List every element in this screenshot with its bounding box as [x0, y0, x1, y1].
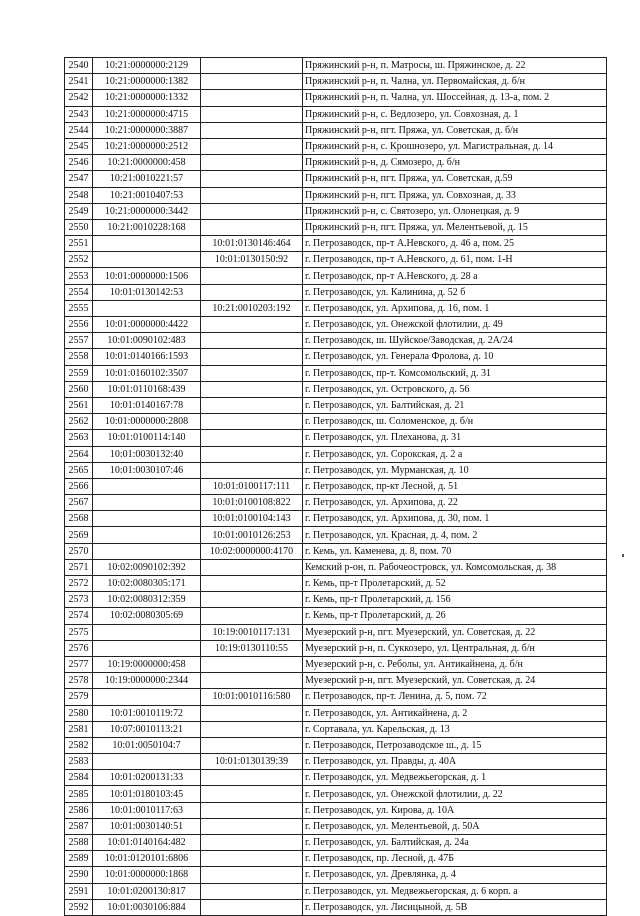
row-number-cell: 2592 — [65, 899, 93, 915]
address-cell: г. Петрозаводск, ул. Архипова, д. 16, пом. 1 — [303, 300, 607, 316]
address-cell: г. Кемь, пр-т Пролетарский, д. 52 — [303, 576, 607, 592]
cadastral-number-cell: 10:01:0140167:78 — [93, 397, 201, 413]
row-number-cell: 2553 — [65, 268, 93, 284]
cadastral-number-alt-cell — [201, 802, 303, 818]
row-number-cell: 2542 — [65, 90, 93, 106]
row-number-cell: 2579 — [65, 689, 93, 705]
cadastral-number-alt-cell — [201, 462, 303, 478]
cadastral-number-alt-cell — [201, 365, 303, 381]
table-row — [65, 511, 607, 527]
address-cell: Муезерский р-н, пгт. Муезерский, ул. Советская, д. 24 — [303, 673, 607, 689]
row-number-cell: 2551 — [65, 236, 93, 252]
row-number-cell: 2585 — [65, 786, 93, 802]
address-cell: Пряжинский р-н, пгт. Пряжа, ул. Совхозная, д. 33 — [303, 187, 607, 203]
table-row — [65, 317, 607, 333]
row-number-cell: 2573 — [65, 592, 93, 608]
table-row — [65, 106, 607, 122]
address-cell: Пряжинский р-н, п. Матросы, ш. Пряжинское, д. 22 — [303, 58, 607, 74]
cadastral-number-alt-cell — [201, 381, 303, 397]
table-row — [65, 333, 607, 349]
table-row — [65, 236, 607, 252]
cadastral-number-alt-cell — [201, 883, 303, 899]
cadastral-number-alt-cell: 10:21:0010203:192 — [201, 300, 303, 316]
address-cell: г. Петрозаводск, ул. Балтийская, д. 24а — [303, 835, 607, 851]
table-row — [65, 462, 607, 478]
address-cell: Кемский р-он, п. Рабочеостровск, ул. Комсомольская, д. 38 — [303, 559, 607, 575]
table-row — [65, 770, 607, 786]
row-number-cell: 2565 — [65, 462, 93, 478]
cadastral-number-cell: 10:21:0000000:2512 — [93, 138, 201, 154]
address-cell: Пряжинский р-н, пгт. Пряжа, ул. Мелентьевой, д. 15 — [303, 219, 607, 235]
cadastral-number-alt-cell — [201, 219, 303, 235]
row-number-cell: 2541 — [65, 74, 93, 90]
address-cell: г. Петрозаводск, пр-т. Комсомольский, д. 31 — [303, 365, 607, 381]
cadastral-number-cell: 10:21:0000000:2129 — [93, 58, 201, 74]
cadastral-number-cell — [93, 640, 201, 656]
row-number-cell: 2568 — [65, 511, 93, 527]
cadastral-number-cell — [93, 300, 201, 316]
table-row — [65, 851, 607, 867]
table-row — [65, 187, 607, 203]
cadastral-number-cell: 10:01:0140166:1593 — [93, 349, 201, 365]
row-number-cell: 2556 — [65, 317, 93, 333]
cadastral-number-alt-cell — [201, 268, 303, 284]
cadastral-number-cell: 10:21:0000000:3887 — [93, 122, 201, 138]
cadastral-number-alt-cell — [201, 608, 303, 624]
row-number-cell: 2564 — [65, 446, 93, 462]
address-cell: г. Петрозаводск, ул. Кирова, д. 10А — [303, 802, 607, 818]
cadastral-number-cell — [93, 689, 201, 705]
cadastral-number-cell: 10:21:0010221:57 — [93, 171, 201, 187]
table-row — [65, 559, 607, 575]
cadastral-number-cell: 10:01:0130142:53 — [93, 284, 201, 300]
cadastral-number-alt-cell — [201, 446, 303, 462]
row-number-cell: 2590 — [65, 867, 93, 883]
cadastral-number-alt-cell — [201, 58, 303, 74]
cadastral-number-alt-cell — [201, 171, 303, 187]
row-number-cell: 2554 — [65, 284, 93, 300]
row-number-cell: 2572 — [65, 576, 93, 592]
cadastral-number-cell: 10:01:0110168:439 — [93, 381, 201, 397]
address-cell: г. Петрозаводск, ул. Генерала Фролова, д. 10 — [303, 349, 607, 365]
cadastral-number-alt-cell — [201, 786, 303, 802]
table-row — [65, 122, 607, 138]
cadastral-number-cell: 10:21:0010407:53 — [93, 187, 201, 203]
table-row — [65, 543, 607, 559]
cadastral-number-cell — [93, 252, 201, 268]
cadastral-number-cell — [93, 511, 201, 527]
row-number-cell: 2559 — [65, 365, 93, 381]
cadastral-number-cell: 10:01:0050104:7 — [93, 737, 201, 753]
cadastral-number-alt-cell — [201, 737, 303, 753]
row-number-cell: 2591 — [65, 883, 93, 899]
table-row — [65, 527, 607, 543]
table-row — [65, 90, 607, 106]
cadastral-number-alt-cell — [201, 90, 303, 106]
cadastral-number-cell: 10:02:0080305:171 — [93, 576, 201, 592]
address-cell: г. Кемь, ул. Каменева, д. 8, пом. 70 — [303, 543, 607, 559]
table-row — [65, 365, 607, 381]
table-row — [65, 608, 607, 624]
table-row — [65, 640, 607, 656]
cadastral-number-alt-cell — [201, 705, 303, 721]
cadastral-number-alt-cell: 10:19:0130110:55 — [201, 640, 303, 656]
table-row — [65, 673, 607, 689]
cadastral-number-alt-cell — [201, 818, 303, 834]
address-cell: Пряжинский р-н, с. Ведлозеро, ул. Совхозная, д. 1 — [303, 106, 607, 122]
address-cell: г. Петрозаводск, ул. Онежской флотилии, д. 49 — [303, 317, 607, 333]
cadastral-number-cell: 10:01:0000000:1868 — [93, 867, 201, 883]
address-cell: г. Петрозаводск, пр-т А.Невского, д. 28 а — [303, 268, 607, 284]
table-row — [65, 737, 607, 753]
row-number-cell: 2586 — [65, 802, 93, 818]
address-cell: г. Петрозаводск, пр-т А.Невского, д. 61, пом. 1-Н — [303, 252, 607, 268]
table-row — [65, 495, 607, 511]
cadastral-number-cell: 10:01:0090102:483 — [93, 333, 201, 349]
address-cell: Пряжинский р-н, д. Сямозеро, д. б/н — [303, 155, 607, 171]
table-row — [65, 397, 607, 413]
table-row — [65, 252, 607, 268]
cadastral-number-cell: 10:01:0160102:3507 — [93, 365, 201, 381]
row-number-cell: 2558 — [65, 349, 93, 365]
table-row — [65, 155, 607, 171]
cadastral-number-alt-cell — [201, 349, 303, 365]
cadastral-number-alt-cell — [201, 414, 303, 430]
table-row — [65, 835, 607, 851]
cadastral-number-alt-cell — [201, 592, 303, 608]
cadastral-number-alt-cell — [201, 559, 303, 575]
cadastral-number-cell — [93, 754, 201, 770]
table-row — [65, 656, 607, 672]
table-row — [65, 754, 607, 770]
cadastral-number-cell: 10:01:0010119:72 — [93, 705, 201, 721]
cadastral-number-alt-cell — [201, 867, 303, 883]
address-cell: г. Петрозаводск, ул. Медвежьегорская, д. 1 — [303, 770, 607, 786]
cadastral-number-cell: 10:02:0090102:392 — [93, 559, 201, 575]
row-number-cell: 2571 — [65, 559, 93, 575]
cadastral-number-cell: 10:19:0000000:2344 — [93, 673, 201, 689]
table-row — [65, 74, 607, 90]
cadastral-number-cell: 10:02:0080305:69 — [93, 608, 201, 624]
row-number-cell: 2552 — [65, 252, 93, 268]
row-number-cell: 2569 — [65, 527, 93, 543]
address-cell: г. Петрозаводск, ш. Соломенское, д. б/н — [303, 414, 607, 430]
cadastral-number-alt-cell: 10:01:0010116:580 — [201, 689, 303, 705]
table-row — [65, 786, 607, 802]
address-cell: г. Петрозаводск, ул. Правды, д. 40А — [303, 754, 607, 770]
cadastral-number-cell: 10:01:0030106:884 — [93, 899, 201, 915]
cadastral-number-cell: 10:01:0120101:6806 — [93, 851, 201, 867]
cadastral-number-alt-cell: 10:01:0130139:39 — [201, 754, 303, 770]
table-row — [65, 624, 607, 640]
table-row — [65, 138, 607, 154]
cadastral-number-alt-cell — [201, 673, 303, 689]
address-cell: г. Кемь, пр-т Пролетарский, д. 26 — [303, 608, 607, 624]
register-rows — [65, 58, 607, 916]
row-number-cell: 2578 — [65, 673, 93, 689]
cadastral-number-cell: 10:01:0200131:33 — [93, 770, 201, 786]
address-cell: г. Петрозаводск, ул. Архипова, д. 30, пом. 1 — [303, 511, 607, 527]
address-cell: г. Петрозаводск, ул. Архипова, д. 22 — [303, 495, 607, 511]
row-number-cell: 2560 — [65, 381, 93, 397]
row-number-cell: 2544 — [65, 122, 93, 138]
table-row — [65, 867, 607, 883]
table-row — [65, 883, 607, 899]
address-cell: Пряжинский р-н, пгт. Пряжа, ул. Советская, д.59 — [303, 171, 607, 187]
row-number-cell: 2581 — [65, 721, 93, 737]
cadastral-number-alt-cell — [201, 317, 303, 333]
row-number-cell: 2577 — [65, 656, 93, 672]
row-number-cell: 2589 — [65, 851, 93, 867]
cadastral-number-alt-cell: 10:01:0010126:253 — [201, 527, 303, 543]
table-row — [65, 576, 607, 592]
table-row — [65, 349, 607, 365]
table-row — [65, 899, 607, 915]
table-row — [65, 414, 607, 430]
row-number-cell: 2587 — [65, 818, 93, 834]
cadastral-number-cell: 10:07:0010113:21 — [93, 721, 201, 737]
address-cell: г. Петрозаводск, ул. Лисицыной, д. 5В — [303, 899, 607, 915]
row-number-cell: 2575 — [65, 624, 93, 640]
row-number-cell: 2543 — [65, 106, 93, 122]
address-cell: г. Петрозаводск, ул. Сорокская, д. 2 а — [303, 446, 607, 462]
cadastral-number-alt-cell — [201, 187, 303, 203]
cadastral-number-alt-cell — [201, 430, 303, 446]
address-cell: г. Петрозаводск, ул. Медвежьегорская, д. 6 корп. а — [303, 883, 607, 899]
table-row — [65, 381, 607, 397]
cadastral-number-cell — [93, 527, 201, 543]
address-cell: г. Петрозаводск, пр-т А.Невского, д. 46 а, пом. 25 — [303, 236, 607, 252]
cadastral-number-cell: 10:01:0030107:46 — [93, 462, 201, 478]
scan-mark — [622, 554, 624, 557]
row-number-cell: 2570 — [65, 543, 93, 559]
table-row — [65, 430, 607, 446]
cadastral-number-alt-cell: 10:01:0100117:111 — [201, 478, 303, 494]
address-cell: г. Петрозаводск, Петрозаводское ш., д. 15 — [303, 737, 607, 753]
address-cell: г. Петрозаводск, ул. Балтийская, д. 21 — [303, 397, 607, 413]
cadastral-number-alt-cell: 10:01:0130150:92 — [201, 252, 303, 268]
row-number-cell: 2574 — [65, 608, 93, 624]
address-cell: Муезерский р-н, п. Суккозеро, ул. Центральная, д. б/н — [303, 640, 607, 656]
address-cell: Пряжинский р-н, пгт. Пряжа, ул. Советская, д. б/н — [303, 122, 607, 138]
table-row — [65, 478, 607, 494]
address-cell: г. Петрозаводск, пр. Лесной, д. 47Б — [303, 851, 607, 867]
cadastral-number-alt-cell — [201, 155, 303, 171]
address-cell: г. Петрозаводск, пр-т. Ленина, д. 5, пом. 72 — [303, 689, 607, 705]
address-cell: г. Петрозаводск, ул. Онежской флотилии, д. 22 — [303, 786, 607, 802]
cadastral-number-cell: 10:01:0180103:45 — [93, 786, 201, 802]
row-number-cell: 2549 — [65, 203, 93, 219]
address-cell: г. Петрозаводск, ш. Шуйское/Заводская, д. 2А/24 — [303, 333, 607, 349]
cadastral-number-alt-cell: 10:01:0100108:822 — [201, 495, 303, 511]
table-row — [65, 300, 607, 316]
address-cell: Муезерский р-н, пгт. Муезерский, ул. Советская, д. 22 — [303, 624, 607, 640]
cadastral-number-cell — [93, 495, 201, 511]
cadastral-number-alt-cell — [201, 333, 303, 349]
address-cell: г. Кемь, пр-т Пролетарский, д. 156 — [303, 592, 607, 608]
cadastral-number-cell: 10:01:0100114:140 — [93, 430, 201, 446]
address-cell: г. Петрозаводск, ул. Мурманская, д. 10 — [303, 462, 607, 478]
address-cell: Пряжинский р-н, п. Чална, ул. Первомайская, д. б/н — [303, 74, 607, 90]
address-cell: г. Сортавала, ул. Карельская, д. 13 — [303, 721, 607, 737]
address-cell: Муезерский р-н, с. Реболы, ул. Антикайнена, д. б/н — [303, 656, 607, 672]
table-row — [65, 705, 607, 721]
row-number-cell: 2567 — [65, 495, 93, 511]
cadastral-number-cell: 10:21:0000000:3442 — [93, 203, 201, 219]
row-number-cell: 2583 — [65, 754, 93, 770]
cadastral-number-cell: 10:01:0030140:51 — [93, 818, 201, 834]
row-number-cell: 2561 — [65, 397, 93, 413]
row-number-cell: 2547 — [65, 171, 93, 187]
cadastral-number-alt-cell — [201, 138, 303, 154]
row-number-cell: 2584 — [65, 770, 93, 786]
cadastral-number-cell: 10:19:0000000:458 — [93, 656, 201, 672]
cadastral-number-alt-cell — [201, 74, 303, 90]
cadastral-number-alt-cell — [201, 899, 303, 915]
table-row — [65, 284, 607, 300]
cadastral-number-cell: 10:01:0000000:4422 — [93, 317, 201, 333]
table-row — [65, 268, 607, 284]
address-cell: г. Петрозаводск, пр-кт Лесной, д. 51 — [303, 478, 607, 494]
cadastral-number-alt-cell — [201, 576, 303, 592]
cadastral-number-alt-cell — [201, 122, 303, 138]
row-number-cell: 2557 — [65, 333, 93, 349]
cadastral-number-cell: 10:01:0000000:2808 — [93, 414, 201, 430]
cadastral-number-cell — [93, 478, 201, 494]
address-cell: Пряжинский р-н, с. Крошнозеро, ул. Магистральная, д. 14 — [303, 138, 607, 154]
row-number-cell: 2582 — [65, 737, 93, 753]
cadastral-number-cell — [93, 236, 201, 252]
row-number-cell: 2563 — [65, 430, 93, 446]
row-number-cell: 2576 — [65, 640, 93, 656]
cadastral-number-alt-cell — [201, 835, 303, 851]
cadastral-number-alt-cell — [201, 721, 303, 737]
cadastral-number-cell: 10:21:0000000:1382 — [93, 74, 201, 90]
cadastral-number-cell: 10:02:0080312:359 — [93, 592, 201, 608]
table-row — [65, 802, 607, 818]
table-row — [65, 818, 607, 834]
table-row — [65, 203, 607, 219]
cadastral-number-alt-cell: 10:01:0130146:464 — [201, 236, 303, 252]
cadastral-number-alt-cell: 10:19:0010117:131 — [201, 624, 303, 640]
cadastral-number-cell: 10:01:0010117:63 — [93, 802, 201, 818]
cadastral-number-cell — [93, 543, 201, 559]
address-cell: Пряжинский р-н, с. Святозеро, ул. Олонецкая, д. 9 — [303, 203, 607, 219]
row-number-cell: 2548 — [65, 187, 93, 203]
cadastral-number-alt-cell — [201, 284, 303, 300]
row-number-cell: 2546 — [65, 155, 93, 171]
cadastral-number-alt-cell — [201, 106, 303, 122]
table-row — [65, 171, 607, 187]
cadastral-number-cell — [93, 624, 201, 640]
cadastral-number-cell: 10:21:0010228:168 — [93, 219, 201, 235]
cadastral-number-cell: 10:01:0200130:817 — [93, 883, 201, 899]
address-cell: г. Петрозаводск, ул. Мелентьевой, д. 50А — [303, 818, 607, 834]
row-number-cell: 2550 — [65, 219, 93, 235]
table-row — [65, 689, 607, 705]
row-number-cell: 2545 — [65, 138, 93, 154]
address-cell: Пряжинский р-н, п. Чална, ул. Шоссейная, д. 13-а, пом. 2 — [303, 90, 607, 106]
cadastral-number-cell: 10:21:0000000:458 — [93, 155, 201, 171]
address-cell: г. Петрозаводск, ул. Красная, д. 4, пом. 2 — [303, 527, 607, 543]
cadastral-number-cell: 10:01:0030132:40 — [93, 446, 201, 462]
table-row — [65, 446, 607, 462]
address-cell: г. Петрозаводск, ул. Древлянка, д. 4 — [303, 867, 607, 883]
row-number-cell: 2555 — [65, 300, 93, 316]
cadastral-number-alt-cell — [201, 851, 303, 867]
table-row — [65, 219, 607, 235]
address-cell: г. Петрозаводск, ул. Антикайнена, д. 2 — [303, 705, 607, 721]
row-number-cell: 2540 — [65, 58, 93, 74]
row-number-cell: 2566 — [65, 478, 93, 494]
cadastral-number-alt-cell — [201, 770, 303, 786]
table-row — [65, 592, 607, 608]
cadastral-number-cell: 10:01:0000000:1506 — [93, 268, 201, 284]
address-cell: г. Петрозаводск, ул. Калинина, д. 52 б — [303, 284, 607, 300]
cadastral-number-cell: 10:01:0140164:482 — [93, 835, 201, 851]
table-row — [65, 721, 607, 737]
property-register-table — [64, 57, 607, 916]
address-cell: г. Петрозаводск, ул. Плеханова, д. 31 — [303, 430, 607, 446]
cadastral-number-alt-cell — [201, 397, 303, 413]
row-number-cell: 2562 — [65, 414, 93, 430]
table-row — [65, 58, 607, 74]
cadastral-number-cell: 10:21:0000000:1332 — [93, 90, 201, 106]
address-cell: г. Петрозаводск, ул. Островского, д. 56 — [303, 381, 607, 397]
cadastral-number-alt-cell — [201, 656, 303, 672]
cadastral-number-alt-cell: 10:01:0100104:143 — [201, 511, 303, 527]
row-number-cell: 2580 — [65, 705, 93, 721]
row-number-cell: 2588 — [65, 835, 93, 851]
cadastral-number-alt-cell — [201, 203, 303, 219]
cadastral-number-cell: 10:21:0000000:4715 — [93, 106, 201, 122]
cadastral-number-alt-cell: 10:02:0000000:4170 — [201, 543, 303, 559]
